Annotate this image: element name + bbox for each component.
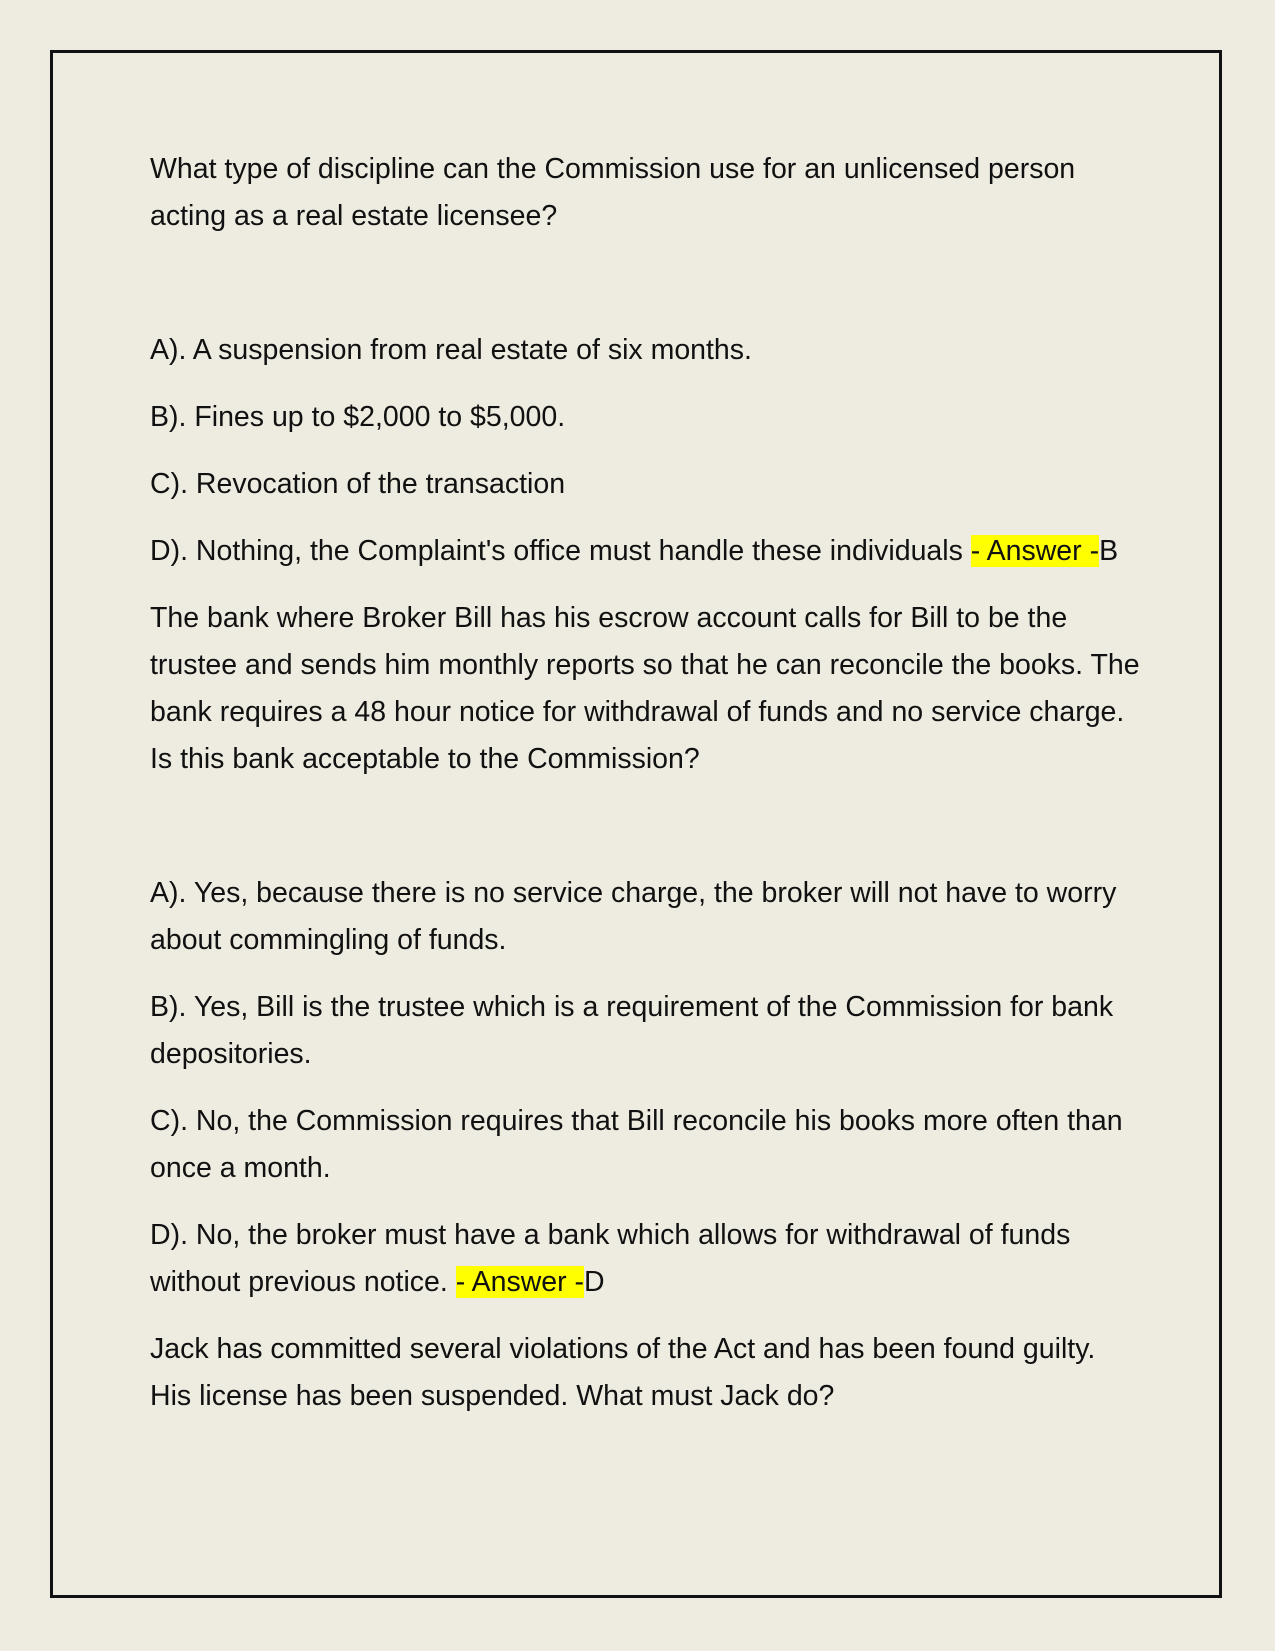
document-body [150, 146, 1140, 1420]
question-stem: Jack has committed several violations of the Act and has been found guilty. His license has been suspended. What must Jack do? [150, 1333, 1096, 1412]
answer-option-a: A). Yes, because there is no service charge, the broker will not have to worry about commingling of funds. [150, 877, 1117, 956]
answer-option-c: C). No, the Commission requires that Bill reconcile his books more often than once a month. [150, 1105, 1123, 1184]
correct-answer: D [584, 1266, 605, 1298]
answer-marker-highlight: - Answer - [970, 535, 1100, 567]
answer-option-b: B). Fines up to $2,000 to $5,000. [150, 401, 566, 433]
question-stem: What type of discipline can the Commission use for an unlicensed person acting as a real estate licensee? [150, 153, 1076, 232]
answer-option-d-text: D). No, the broker must have a bank which allows for withdrawal of funds without previous notice. [150, 1219, 1071, 1298]
answer-marker-highlight: - Answer - [455, 1266, 585, 1298]
answer-option-b: B). Yes, Bill is the trustee which is a requirement of the Commission for bank depositories. [150, 991, 1114, 1070]
answer-option-a: A). A suspension from real estate of six months. [150, 334, 752, 366]
correct-answer: B [1099, 535, 1119, 567]
answer-option-d-text: D). Nothing, the Complaint's office must handle these individuals [150, 535, 971, 567]
answer-option-c: C). Revocation of the transaction [150, 468, 566, 500]
answer-option-d [150, 528, 1140, 575]
question-stem: The bank where Broker Bill has his escrow account calls for Bill to be the trustee and sends him monthly reports so that he can reconcile the books. The bank requires a 48 hour notice for withdrawal of funds and no service charge. Is this bank acceptable to the Commission? [150, 602, 1140, 775]
answer-option-d [150, 1212, 1140, 1306]
